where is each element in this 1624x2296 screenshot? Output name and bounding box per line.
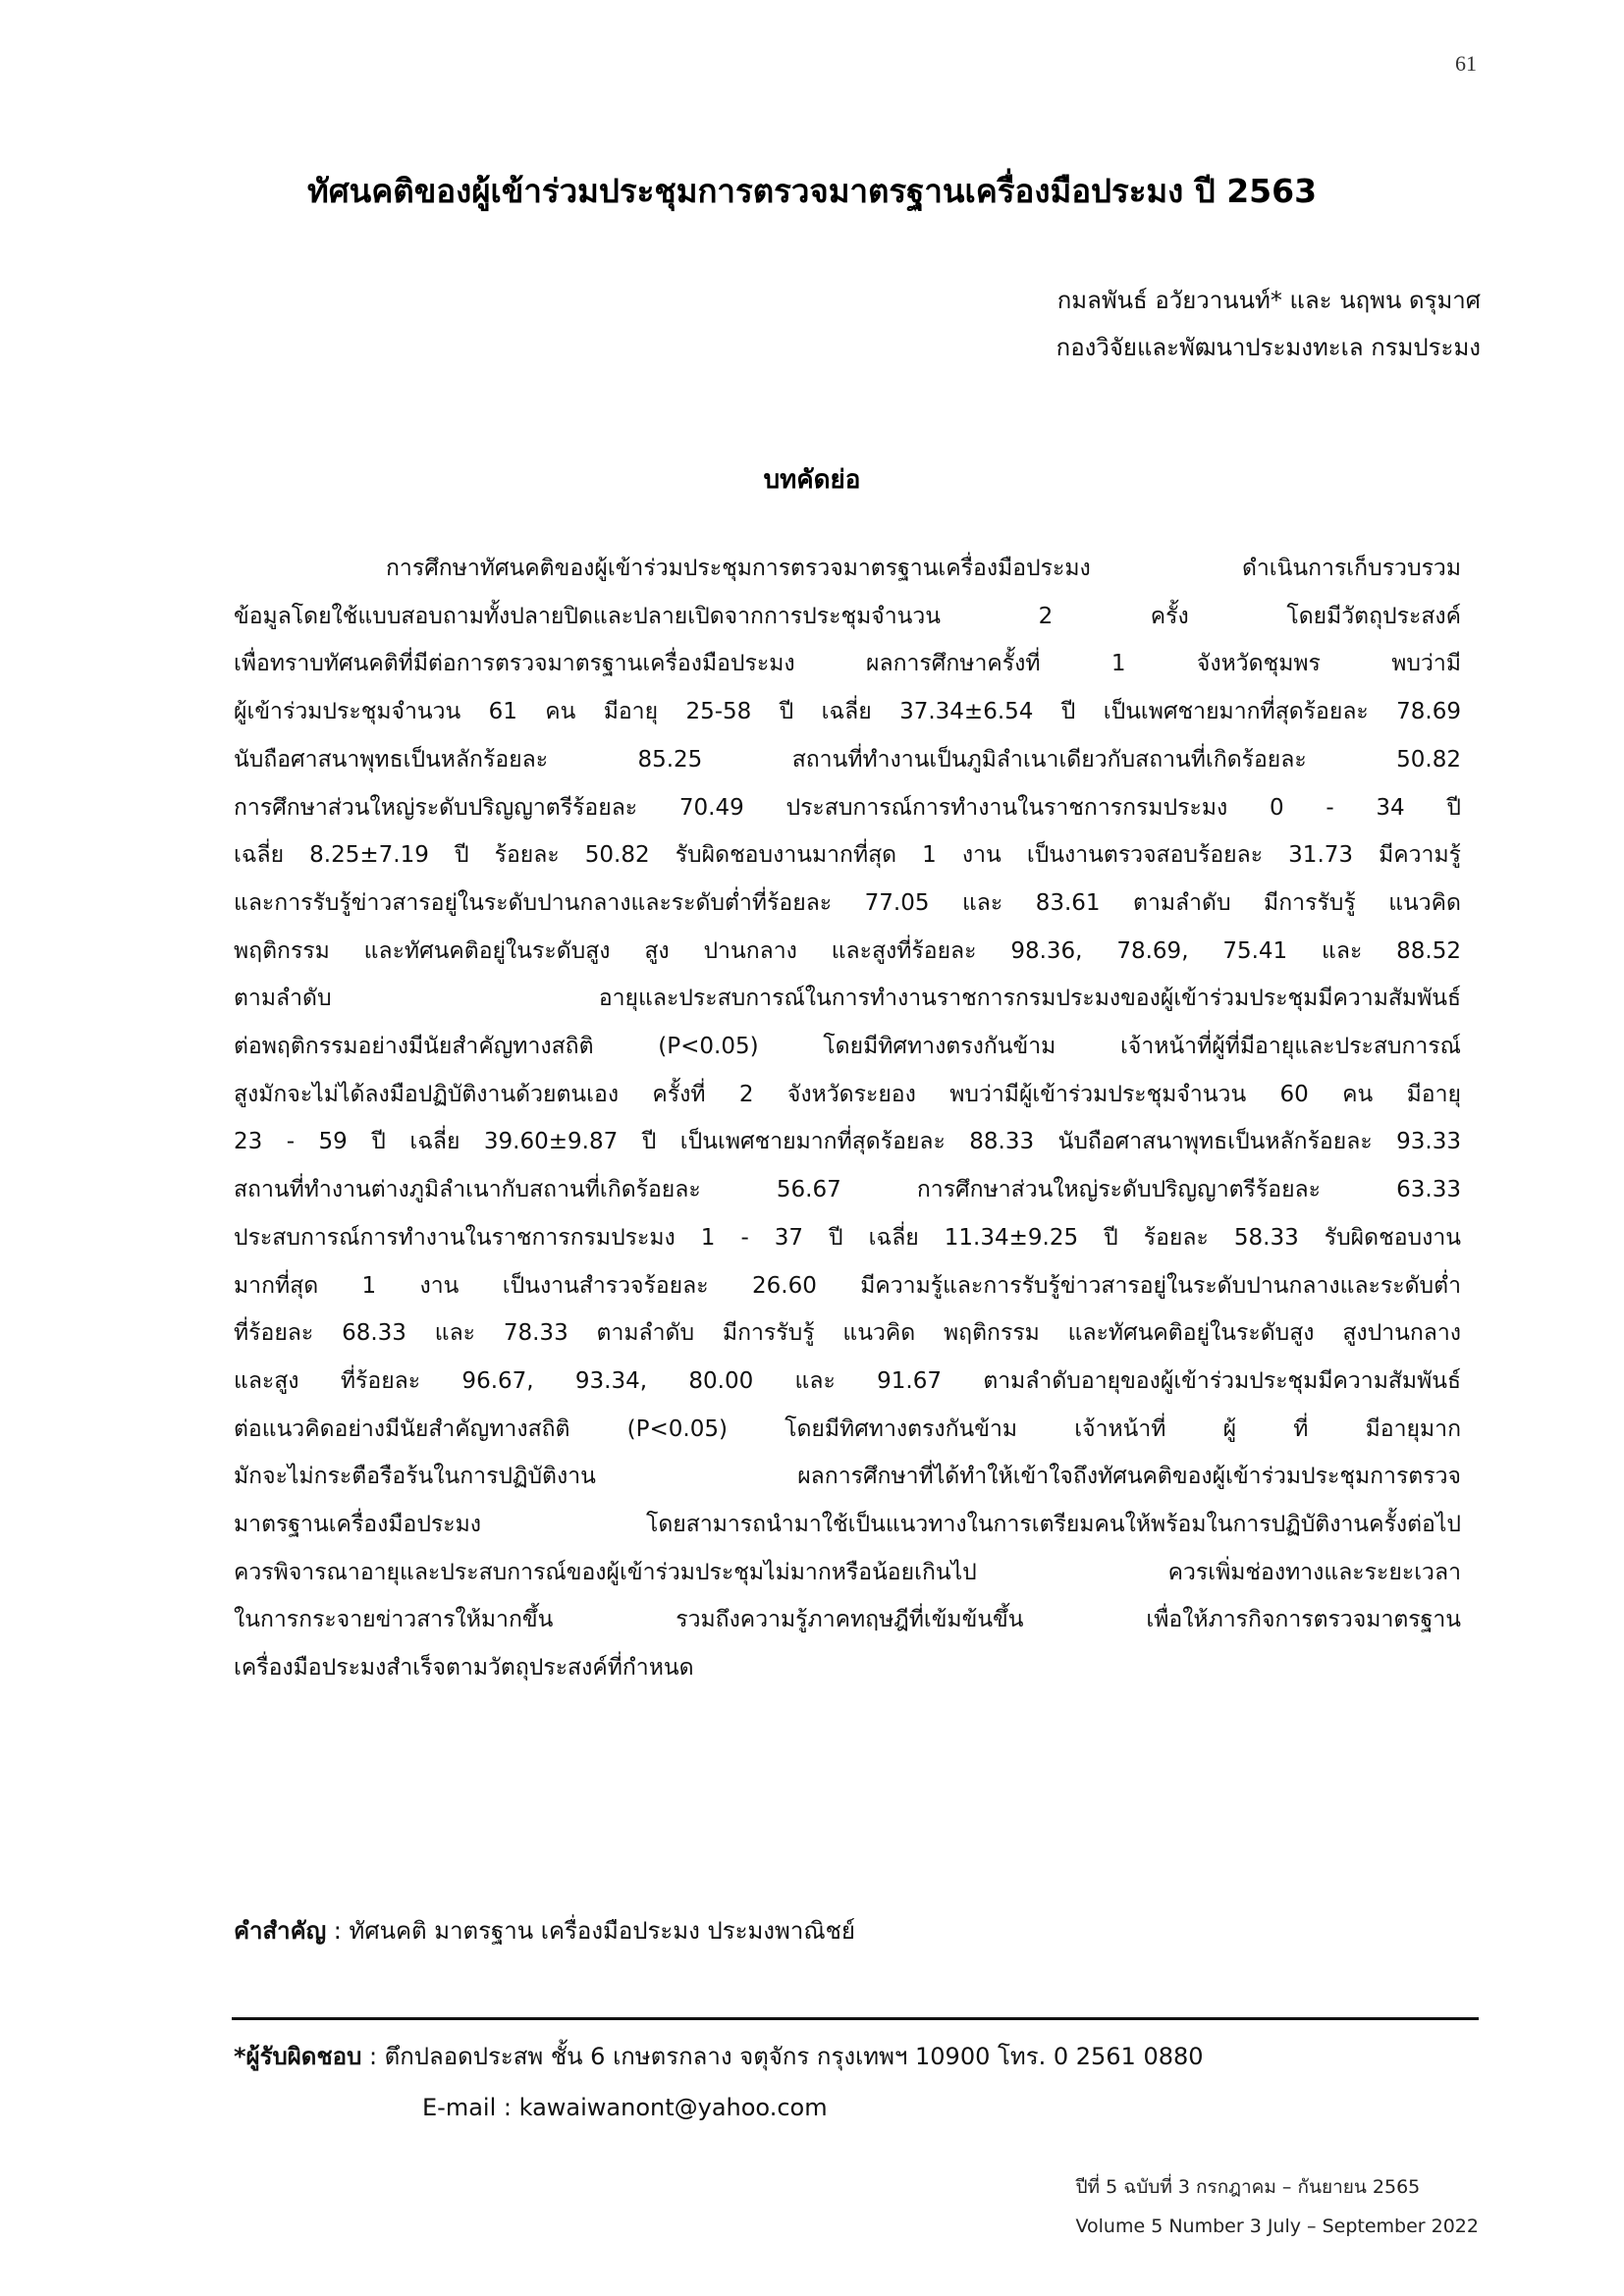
correspondence-address: ตึกปลอดประสพ ชั้น 6 เกษตรกลาง จตุจักร กรุงเทพฯ 10900 โทร. 0 2561 0880 (384, 2043, 1204, 2070)
abstract-body (234, 545, 1461, 1692)
author-names: กมลพันธ์ อวัยวานนท์* และ นฤพน ดรุมาศ (1056, 287, 1481, 314)
author-affiliation: กองวิจัยและพัฒนาประมงทะเล กรมประมง (1056, 334, 1481, 361)
author-block (1056, 277, 1481, 371)
journal-footer (1076, 2167, 1480, 2246)
abstract-line: ควรพิจารณาอายุและประสบการณ์ของผู้เข้าร่วมประชุมไม่มากหรือน้อยเกินไป ควรเพิ่มช่องทางและระยะเวลา (234, 1559, 1461, 1585)
keywords-label: คำสำคัญ (234, 1917, 327, 1945)
abstract-line: ประสบการณ์การทำงานในราชการกรมประมง 1 - 37 ปี เฉลี่ย 11.34±9.25 ปี ร้อยละ 58.33 รับผิดชอบงาน (234, 1224, 1461, 1251)
correspondence-email: E-mail : kawaiwanont@yahoo.com (422, 2094, 828, 2121)
footer-issue-thai: ปีที่ 5 ฉบับที่ 3 กรกฎาคม – กันยายน 2565 (1075, 2176, 1421, 2198)
abstract-line: ผู้เข้าร่วมประชุมจำนวน 61 คน มีอายุ 25-58 ปี เฉลี่ย 37.34±6.54 ปี เป็นเพศชายมากที่สุดร้อยละ 78.69 (234, 699, 1461, 725)
abstract-line: การศึกษาทัศนคติของผู้เข้าร่วมประชุมการตรวจมาตรฐานเครื่องมือประมง ดำเนินการเก็บรวบรวม (386, 556, 1461, 581)
abstract-line: และการรับรู้ข่าวสารอยู่ในระดับปานกลางและระดับต่ำที่ร้อยละ 77.05 และ 83.61 ตามลำดับ มีการรับรู้ แนวคิด (234, 889, 1461, 916)
correspondence-label: *ผู้รับผิดชอบ (234, 2043, 362, 2070)
abstract-line: มักจะไม่กระตือรือร้นในการปฏิบัติงาน ผลการศึกษาที่ได้ทำให้เข้าใจถึงทัศนคติของผู้เข้าร่วมประชุมการตรวจ (234, 1464, 1461, 1490)
abstract-line: เครื่องมือประมงสำเร็จตามวัตถุประสงค์ที่กำหนด (234, 1655, 694, 1682)
abstract-line: เฉลี่ย 8.25±7.19 ปี ร้อยละ 50.82 รับผิดชอบงานมากที่สุด 1 งาน เป็นงานตรวจสอบร้อยละ 31.73 มีความรู้ (234, 842, 1461, 869)
footer-issue-english: Volume 5 Number 3 July – September 2022 (1075, 2216, 1479, 2237)
page-number: 61 (1455, 51, 1477, 76)
keywords (234, 1911, 855, 1949)
abstract-line: พฤติกรรม และทัศนคติอยู่ในระดับสูง สูง ปานกลาง และสูงที่ร้อยละ 98.36, 78.69, 75.41 และ 88.52 (234, 937, 1461, 964)
abstract-line: การศึกษาส่วนใหญ่ระดับปริญญาตรีร้อยละ 70.49 ประสบการณ์การทำงานในราชการกรมประมง 0 - 34 ปี (234, 794, 1461, 821)
abstract-line: ในการกระจายข่าวสารให้มากขึ้น รวมถึงความรู้ภาคทฤษฎีที่เข้มข้นขึ้น เพื่อให้ภารกิจการตรวจมาตรฐาน (234, 1607, 1461, 1633)
keywords-separator: : (326, 1917, 350, 1945)
abstract-line: ข้อมูลโดยใช้แบบสอบถามทั้งปลายปิดและปลายเปิดจากการประชุมจำนวน 2 ครั้ง โดยมีวัตถุประสงค์ (234, 603, 1461, 629)
abstract-line: สูงมักจะไม่ได้ลงมือปฏิบัติงานด้วยตนเอง ครั้งที่ 2 จังหวัดระยอง พบว่ามีผู้เข้าร่วมประชุมจำนวน 60 คน มีอายุ (234, 1081, 1461, 1107)
abstract-line: มาตรฐานเครื่องมือประมง โดยสามารถนำมาใช้เป็นแนวทางในการเตรียมคนให้พร้อมในการปฏิบัติงานครั้งต่อไป (234, 1512, 1461, 1538)
paper-title: ทัศนคติของผู้เข้าร่วมประชุมการตรวจมาตรฐานเครื่องมือประมง ปี 2563 (306, 172, 1318, 210)
abstract-line: ที่ร้อยละ 68.33 และ 78.33 ตามลำดับ มีการรับรู้ แนวคิด พฤติกรรม และทัศนคติอยู่ในระดับสูง สูงปานกลาง (234, 1320, 1461, 1347)
footnote-divider (232, 2017, 1479, 2020)
abstract-line: 23 - 59 ปี เฉลี่ย 39.60±9.87 ปี เป็นเพศชายมากที่สุดร้อยละ 88.33 นับถือศาสนาพุทธเป็นหลักร้อยละ 93.33 (234, 1129, 1461, 1155)
abstract-line: ตามลำดับ อายุและประสบการณ์ในการทำงานราชการกรมประมงของผู้เข้าร่วมประชุมมีความสัมพันธ์ (234, 986, 1461, 1012)
abstract-heading: บทคัดย่อ (763, 465, 861, 495)
abstract-line: นับถือศาสนาพุทธเป็นหลักร้อยละ 85.25 สถานที่ทำงานเป็นภูมิลำเนาเดียวกับสถานที่เกิดร้อยละ 50.82 (234, 746, 1461, 773)
abstract-line: มากที่สุด 1 งาน เป็นงานสำรวจร้อยละ 26.60 มีความรู้และการรับรู้ข่าวสารอยู่ในระดับปานกลางและระดับต่ำ (234, 1272, 1461, 1299)
correspondence-separator: : (361, 2043, 385, 2070)
abstract-line: และสูง ที่ร้อยละ 96.67, 93.34, 80.00 และ 91.67 ตามลำดับอายุของผู้เข้าร่วมประชุมมีความสัมพันธ์ (234, 1367, 1461, 1394)
abstract-line: ต่อพฤติกรรมอย่างมีนัยสำคัญทางสถิติ (P<0.05) โดยมีทิศทางตรงกันข้าม เจ้าหน้าที่ผู้ที่มีอายุและประสบการณ์ (234, 1034, 1461, 1060)
keywords-text: ทัศนคติ มาตรฐาน เครื่องมือประมง ประมงพาณิชย์ (349, 1917, 855, 1945)
abstract-line: เพื่อทราบทัศนคติที่มีต่อการตรวจมาตรฐานเครื่องมือประมง ผลการศึกษาครั้งที่ 1 จังหวัดชุมพร พบว่ามี (234, 651, 1461, 677)
abstract-line: ต่อแนวคิดอย่างมีนัยสำคัญทางสถิติ (P<0.05) โดยมีทิศทางตรงกันข้าม เจ้าหน้าที่ ผู้ ที่ มีอายุมาก (234, 1415, 1461, 1442)
correspondence-note (234, 2037, 1204, 2075)
abstract-line: สถานที่ทำงานต่างภูมิลำเนากับสถานที่เกิดร้อยละ 56.67 การศึกษาส่วนใหญ่ระดับปริญญาตรีร้อยละ 63.33 (234, 1177, 1461, 1203)
